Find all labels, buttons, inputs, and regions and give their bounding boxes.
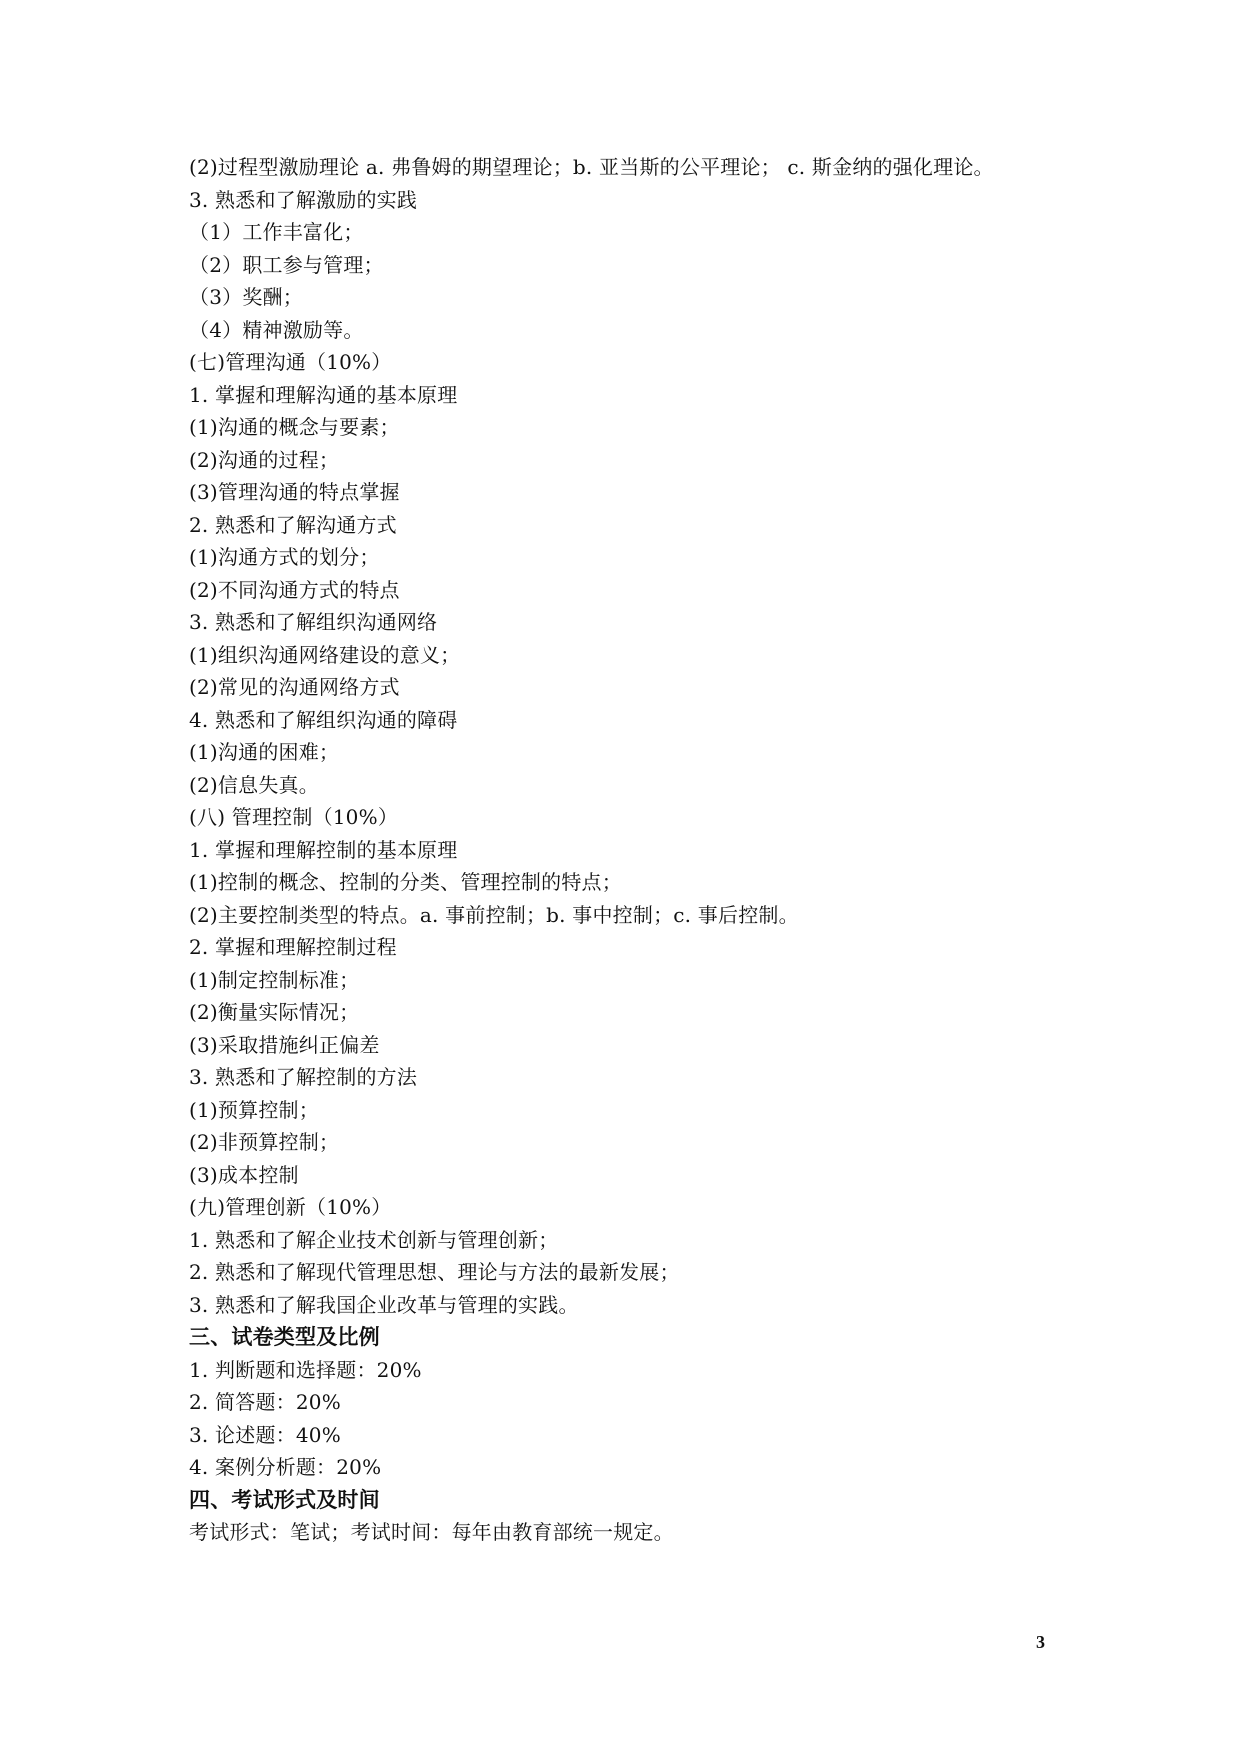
text-line: (2)常见的沟通网络方式 — [189, 675, 400, 699]
text-line: 1. 熟悉和了解企业技术创新与管理创新； — [189, 1227, 559, 1252]
text-line: (九)管理创新（10%） — [189, 1195, 392, 1219]
text-line: 考试形式：笔试；考试时间：每年由教育部统一规定。 — [189, 1520, 674, 1544]
text-line: (1)组织沟通网络建设的意义； — [189, 642, 461, 667]
text-line: 2. 熟悉和了解现代管理思想、理论与方法的最新发展； — [189, 1260, 680, 1284]
text-line: (2)不同沟通方式的特点 — [189, 577, 400, 602]
text-line: 3. 熟悉和了解我国企业改革与管理的实践。 — [189, 1292, 579, 1317]
section-heading: 三、试卷类型及比例 — [189, 1324, 380, 1349]
text-line: （3）奖酬； — [189, 285, 303, 309]
text-line: (1)制定控制标准； — [189, 967, 360, 992]
text-line: 2. 掌握和理解控制过程 — [189, 935, 397, 959]
text-line: 3. 熟悉和了解激励的实践 — [189, 187, 418, 212]
text-line: (2)沟通的过程； — [189, 447, 340, 472]
text-line: 3. 熟悉和了解控制的方法 — [189, 1065, 418, 1089]
text-line: 1. 掌握和理解控制的基本原理 — [189, 837, 458, 862]
page-number: 3 — [1036, 1632, 1045, 1652]
text-line: (2)衡量实际情况； — [189, 1000, 360, 1024]
text-line: 1. 掌握和理解沟通的基本原理 — [189, 382, 458, 407]
text-line: (1)控制的概念、控制的分类、管理控制的特点； — [189, 870, 622, 894]
text-line: 4. 熟悉和了解组织沟通的障碍 — [189, 707, 458, 732]
text-line: (八) 管理控制（10%） — [189, 805, 399, 829]
text-line: 3. 熟悉和了解组织沟通网络 — [189, 610, 438, 634]
text-line: (1)沟通的困难； — [189, 740, 340, 764]
text-line: (1)沟通方式的划分； — [189, 545, 380, 569]
text-line: （4）精神激励等。 — [189, 317, 364, 342]
text-line: 1. 判断题和选择题：20% — [189, 1357, 422, 1382]
text-line: (七)管理沟通（10%） — [189, 350, 392, 374]
text-line: (2)信息失真。 — [189, 772, 319, 797]
text-line: 4. 案例分析题：20% — [189, 1455, 382, 1479]
text-line: (1)沟通的概念与要素； — [189, 415, 400, 439]
text-line: （2）职工参与管理； — [189, 252, 384, 277]
document-body — [189, 151, 1089, 1549]
section-heading: 四、考试形式及时间 — [189, 1486, 380, 1512]
text-line: 2. 熟悉和了解沟通方式 — [189, 512, 397, 537]
text-line: 3. 论述题：40% — [189, 1422, 341, 1447]
text-line: (3)成本控制 — [189, 1162, 299, 1187]
text-line: (3)管理沟通的特点掌握 — [189, 480, 400, 504]
text-line: 2. 简答题：20% — [189, 1390, 341, 1414]
text-line: (1)预算控制； — [189, 1097, 319, 1122]
text-line: (2)主要控制类型的特点。a. 事前控制；b. 事中控制；c. 事后控制。 — [189, 902, 799, 927]
text-line: (2)非预算控制； — [189, 1130, 340, 1154]
text-line: (3)采取措施纠正偏差 — [189, 1032, 380, 1057]
text-line: (2)过程型激励理论 a. 弗鲁姆的期望理论；b. 亚当斯的公平理论； c. 斯金纳的强化理论。 — [189, 155, 994, 179]
text-line: （1）工作丰富化； — [189, 220, 364, 244]
